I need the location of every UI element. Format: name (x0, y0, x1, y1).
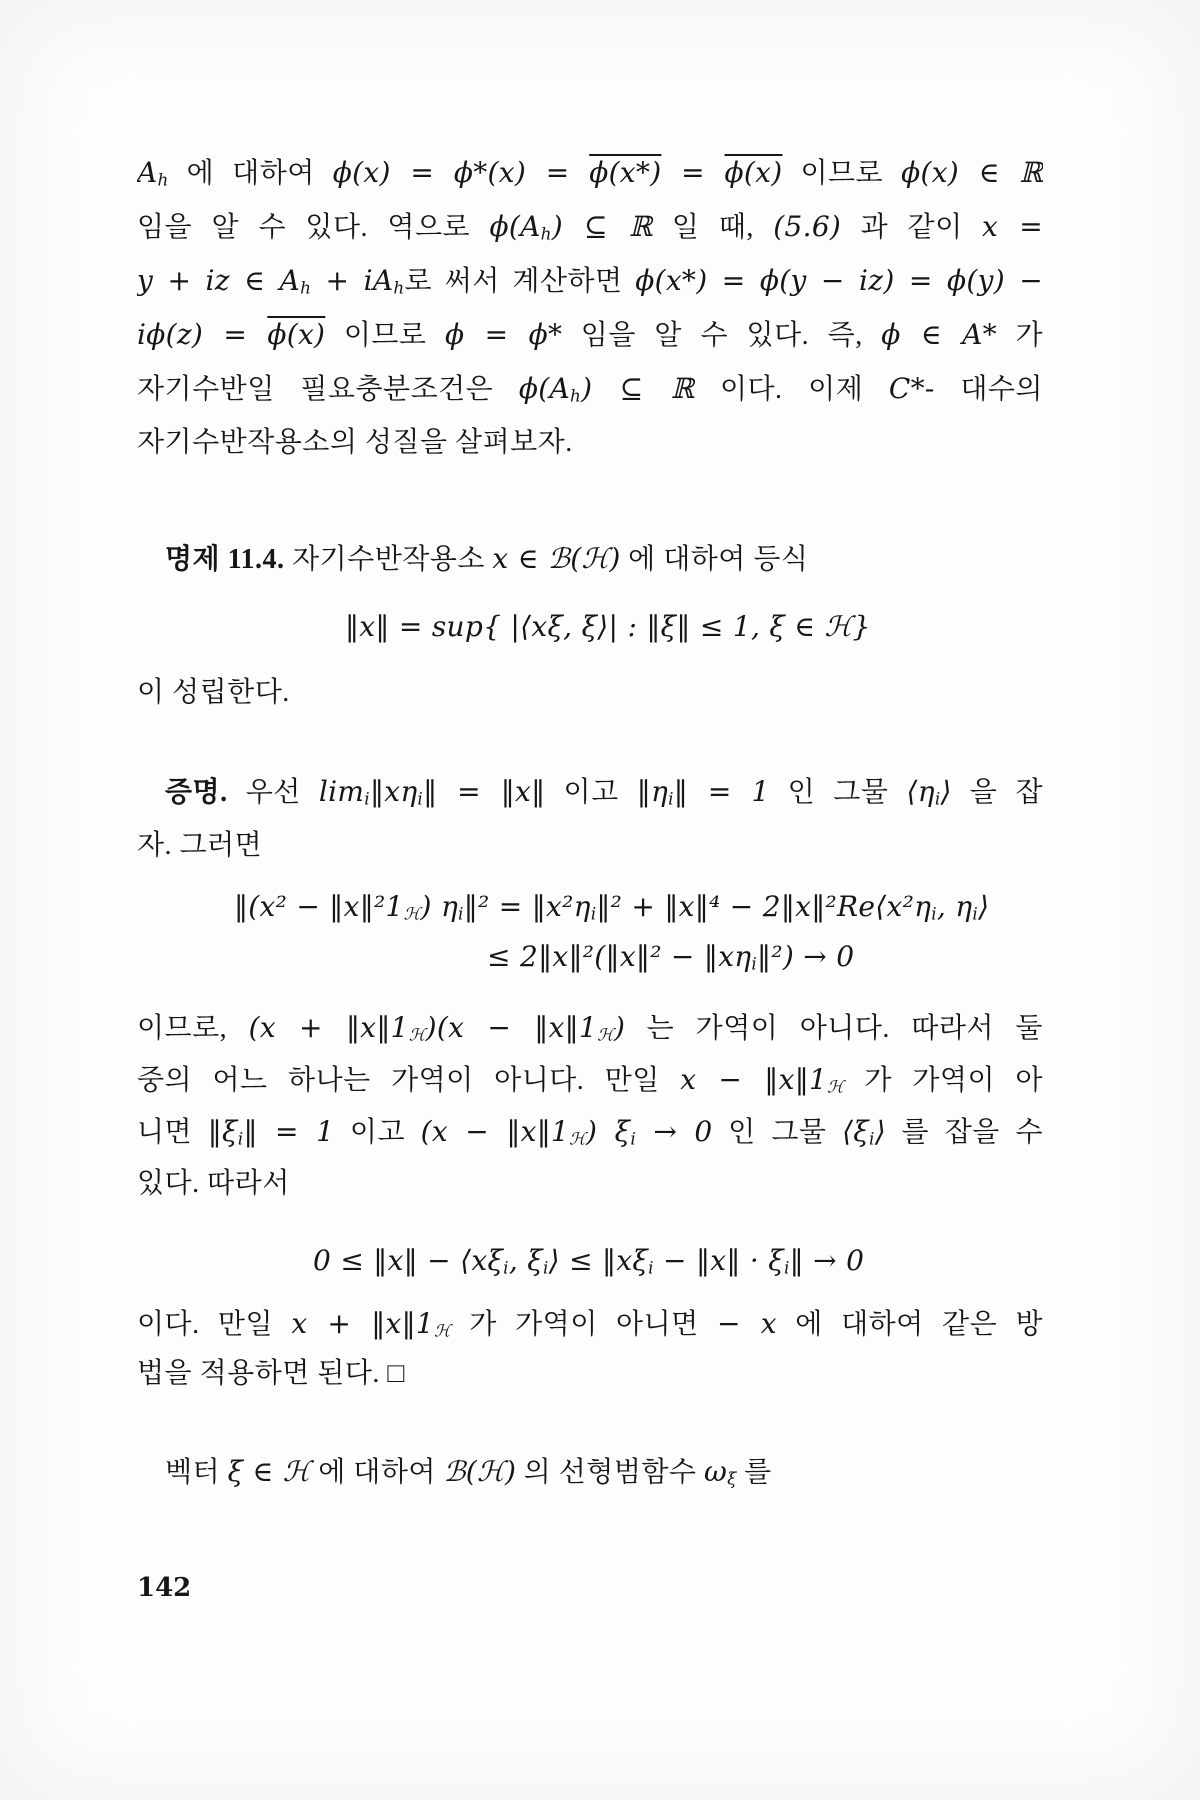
text-segment: ‖²) → 0 (757, 940, 855, 973)
text-line (137, 416, 1043, 470)
text-line (137, 1002, 1043, 1054)
text-line (137, 1445, 1043, 1499)
text-segment: lim (318, 775, 365, 808)
proof-paragraph-2 (137, 1002, 1043, 1210)
text-segment: i (934, 788, 941, 809)
text-segment: h (393, 277, 405, 298)
text-segment: 증명. (165, 777, 228, 808)
text-segment: h (540, 223, 552, 244)
text-segment: i (417, 788, 424, 809)
text-segment: ‖ = ‖x‖ (423, 775, 546, 808)
text-segment: ϕ = ϕ* (444, 318, 563, 351)
proposition-statement (137, 532, 1043, 586)
text-segment: 을 잡 (951, 777, 1043, 808)
text-line (137, 146, 1043, 200)
text-line (137, 1349, 1043, 1399)
text-segment: i (503, 1257, 509, 1278)
text-segment: i (630, 1128, 636, 1149)
text-segment: h (157, 169, 169, 190)
text-segment: ‖(x² − ‖x‖²1 (234, 890, 404, 923)
text-segment: x + ‖x‖1 (291, 1307, 435, 1340)
text-segment: i (237, 1128, 244, 1149)
text-segment: 임을 알 수 있다. 즉, (562, 320, 882, 351)
text-segment: ⟩ ≤ ‖xξ (548, 1244, 649, 1277)
text-segment: ℋ (434, 1320, 451, 1341)
text-segment: ) (613, 1011, 626, 1044)
text-segment: 과 같이 (841, 212, 983, 243)
text-segment: 대수의 (934, 374, 1043, 405)
text-segment: ϕ(x) = ϕ*(x) = (332, 156, 590, 189)
text-segment: x = (982, 210, 1043, 243)
proposition-closing (137, 666, 1043, 720)
text-segment: h (300, 277, 312, 298)
text-line (137, 1158, 1043, 1210)
text-segment: ⟨η (906, 775, 935, 808)
text-segment: 이다. 이제 (694, 374, 889, 405)
intro-paragraph (137, 146, 1043, 470)
text-segment: 벡터 (165, 1457, 228, 1488)
text-segment: i (668, 788, 674, 809)
text-segment: 우선 (227, 777, 319, 808)
text-segment: = (661, 156, 725, 189)
text-segment: 를 잡을 수 (885, 1117, 1043, 1148)
text-segment: y + iz ∈ A (137, 264, 301, 297)
text-segment: (5.6) (773, 210, 842, 243)
closing-paragraph (137, 1445, 1043, 1499)
text-segment: h (569, 385, 582, 406)
text-segment: 가 가역이 아 (844, 1065, 1043, 1096)
text-segment: 일 때, (652, 212, 774, 243)
proof-paragraph-3 (137, 1299, 1043, 1399)
text-line (137, 1106, 1043, 1158)
proof-equation-1 (137, 882, 1043, 982)
text-segment: i (972, 903, 979, 924)
text-segment: ) ⊆ ℝ (551, 210, 653, 243)
text-segment: − x (717, 1307, 777, 1340)
text-segment: ‖ = 1 (673, 775, 770, 808)
text-segment: 이므로 (782, 158, 902, 189)
text-segment: ℬ(ℋ) (443, 1455, 517, 1488)
text-segment: ⟩ (940, 775, 952, 808)
text-segment: ϕ(x) (267, 318, 326, 351)
equation-line (137, 882, 1043, 932)
text-segment: ‖ξ (207, 1115, 238, 1148)
equation-line (137, 932, 1043, 982)
text-block (137, 0, 1043, 1603)
text-segment: ϕ(x*) = ϕ(y − iz) = ϕ(y) − (635, 264, 1043, 297)
text-segment: 에 대하여 (310, 1457, 444, 1488)
text-segment: 이므로, (137, 1013, 249, 1044)
text-segment: ‖² = ‖x²η (463, 890, 591, 923)
text-segment: ‖η (636, 775, 669, 808)
text-segment: ⟩ (874, 1115, 886, 1148)
text-segment: i (542, 1257, 549, 1278)
text-line (137, 362, 1043, 416)
text-segment: ϕ(x) ∈ ℝ (901, 156, 1043, 189)
text-segment: ≤ 2‖x‖²(‖x‖² − ‖xη (487, 940, 752, 973)
text-segment: 중의 어느 하나는 가역이 아니다. 만일 (137, 1065, 681, 1096)
text-segment: x − ‖x‖1 (680, 1063, 828, 1096)
text-line (137, 308, 1043, 362)
text-line (137, 254, 1043, 308)
text-segment: → 0 (636, 1115, 713, 1148)
text-line (137, 765, 1043, 819)
text-segment: 에 대하여 같은 방 (776, 1309, 1043, 1340)
text-segment: (x − ‖x‖1 (420, 1115, 570, 1148)
text-segment: ϕ(x) (724, 156, 783, 189)
text-segment: ‖² + ‖x‖⁴ − 2‖x‖²Re⟨x²η (596, 890, 932, 923)
text-segment: − ‖x‖ · ξ (653, 1244, 784, 1277)
text-segment: 이고 (545, 777, 637, 808)
text-segment: , η (936, 890, 973, 923)
text-segment: 에 대하여 (168, 158, 333, 189)
text-segment: 인 그물 (769, 777, 907, 808)
text-segment: ‖x‖ = sup{ |⟨xξ, ξ⟩| : ‖ξ‖ ≤ 1, ξ ∈ ℋ} (345, 610, 871, 643)
text-segment: ⟩ (978, 890, 990, 923)
text-segment: 법을 적용하면 된다. (137, 1358, 388, 1389)
text-segment: 니면 (137, 1117, 208, 1148)
text-line (137, 819, 1043, 873)
proposition-formula (137, 600, 1043, 654)
text-segment: 가 (996, 320, 1043, 351)
text-segment: 자기수반작용소의 성질을 살펴보자. (137, 427, 573, 458)
page-number: 142 (137, 1573, 192, 1603)
text-segment: ω (703, 1455, 728, 1488)
text-segment: ℋ (597, 1024, 614, 1045)
text-segment: 0 ≤ ‖x‖ − ⟨xξ (313, 1244, 504, 1277)
text-segment: ) ⊆ ℝ (581, 372, 695, 405)
text-segment: i (458, 903, 464, 924)
text-segment: x ∈ ℬ(ℋ) (492, 542, 621, 575)
text-segment: ℋ (408, 1024, 426, 1045)
text-segment: 이 성립한다. (137, 677, 290, 708)
text-segment: i (784, 1257, 790, 1278)
text-segment: ξ (727, 1468, 737, 1489)
text-segment: C*- (888, 372, 935, 405)
text-segment: 자. 그러면 (137, 830, 263, 861)
text-segment: ϕ ∈ A* (881, 318, 997, 351)
text-segment: ⟨ξ (842, 1115, 870, 1148)
text-segment: 에 대하여 등식 (620, 544, 809, 575)
text-segment: 있다. 따라서 (137, 1168, 290, 1199)
proposition (137, 532, 1043, 586)
text-segment: ‖ = 1 (243, 1115, 335, 1148)
text-segment: 인 그물 (712, 1117, 843, 1148)
text-segment: 이고 (334, 1117, 421, 1148)
text-segment: 를 (736, 1457, 772, 1488)
text-segment: ) η (420, 890, 459, 923)
proof-intro (137, 765, 1043, 873)
text-segment: 로 써서 계산하면 (404, 266, 636, 297)
text-segment: iϕ(z) = (137, 318, 268, 351)
text-segment: 이므로 (325, 320, 445, 351)
text-segment: i (648, 1257, 654, 1278)
text-segment: 이다. 만일 (137, 1309, 292, 1340)
text-segment: ) ξ (586, 1115, 631, 1148)
text-segment: 명제 11.4. (165, 544, 285, 575)
text-segment: A (137, 156, 158, 189)
text-segment: ℋ (569, 1128, 587, 1149)
proof-equation-2 (137, 1234, 1043, 1288)
text-line (137, 1299, 1043, 1349)
text-segment: i (931, 903, 937, 924)
text-segment: ξ ∈ ℋ (227, 1455, 311, 1488)
text-segment: □ (387, 1358, 405, 1389)
text-segment: i (364, 788, 370, 809)
text-segment: ℋ (403, 903, 421, 924)
text-segment: (x + ‖x‖1 (248, 1011, 409, 1044)
text-segment: 자기수반작용소 (284, 544, 493, 575)
text-segment: , ξ (508, 1244, 543, 1277)
text-segment: i (751, 953, 758, 974)
text-segment: ϕ(x*) (589, 156, 662, 189)
text-segment: 는 가역이 아니다. 따라서 둘 (625, 1013, 1043, 1044)
text-segment: ϕ(A (518, 372, 570, 405)
text-segment: ℋ (827, 1076, 844, 1097)
text-line (137, 200, 1043, 254)
text-segment: ϕ(A (489, 210, 541, 243)
text-segment: ‖ → 0 (789, 1244, 865, 1277)
text-segment: 임을 알 수 있다. 역으로 (137, 212, 490, 243)
text-segment: i (869, 1128, 875, 1149)
text-segment: 가 가역이 아니면 (450, 1309, 718, 1340)
text-segment: i (590, 903, 597, 924)
text-segment: + iA (311, 264, 394, 297)
text-segment: 자기수반일 필요충분조건은 (137, 374, 519, 405)
text-segment: )(x − ‖x‖1 (425, 1011, 598, 1044)
text-line (137, 1054, 1043, 1106)
text-segment: 의 선형범함수 (516, 1457, 704, 1488)
text-segment: ‖xη (369, 775, 418, 808)
